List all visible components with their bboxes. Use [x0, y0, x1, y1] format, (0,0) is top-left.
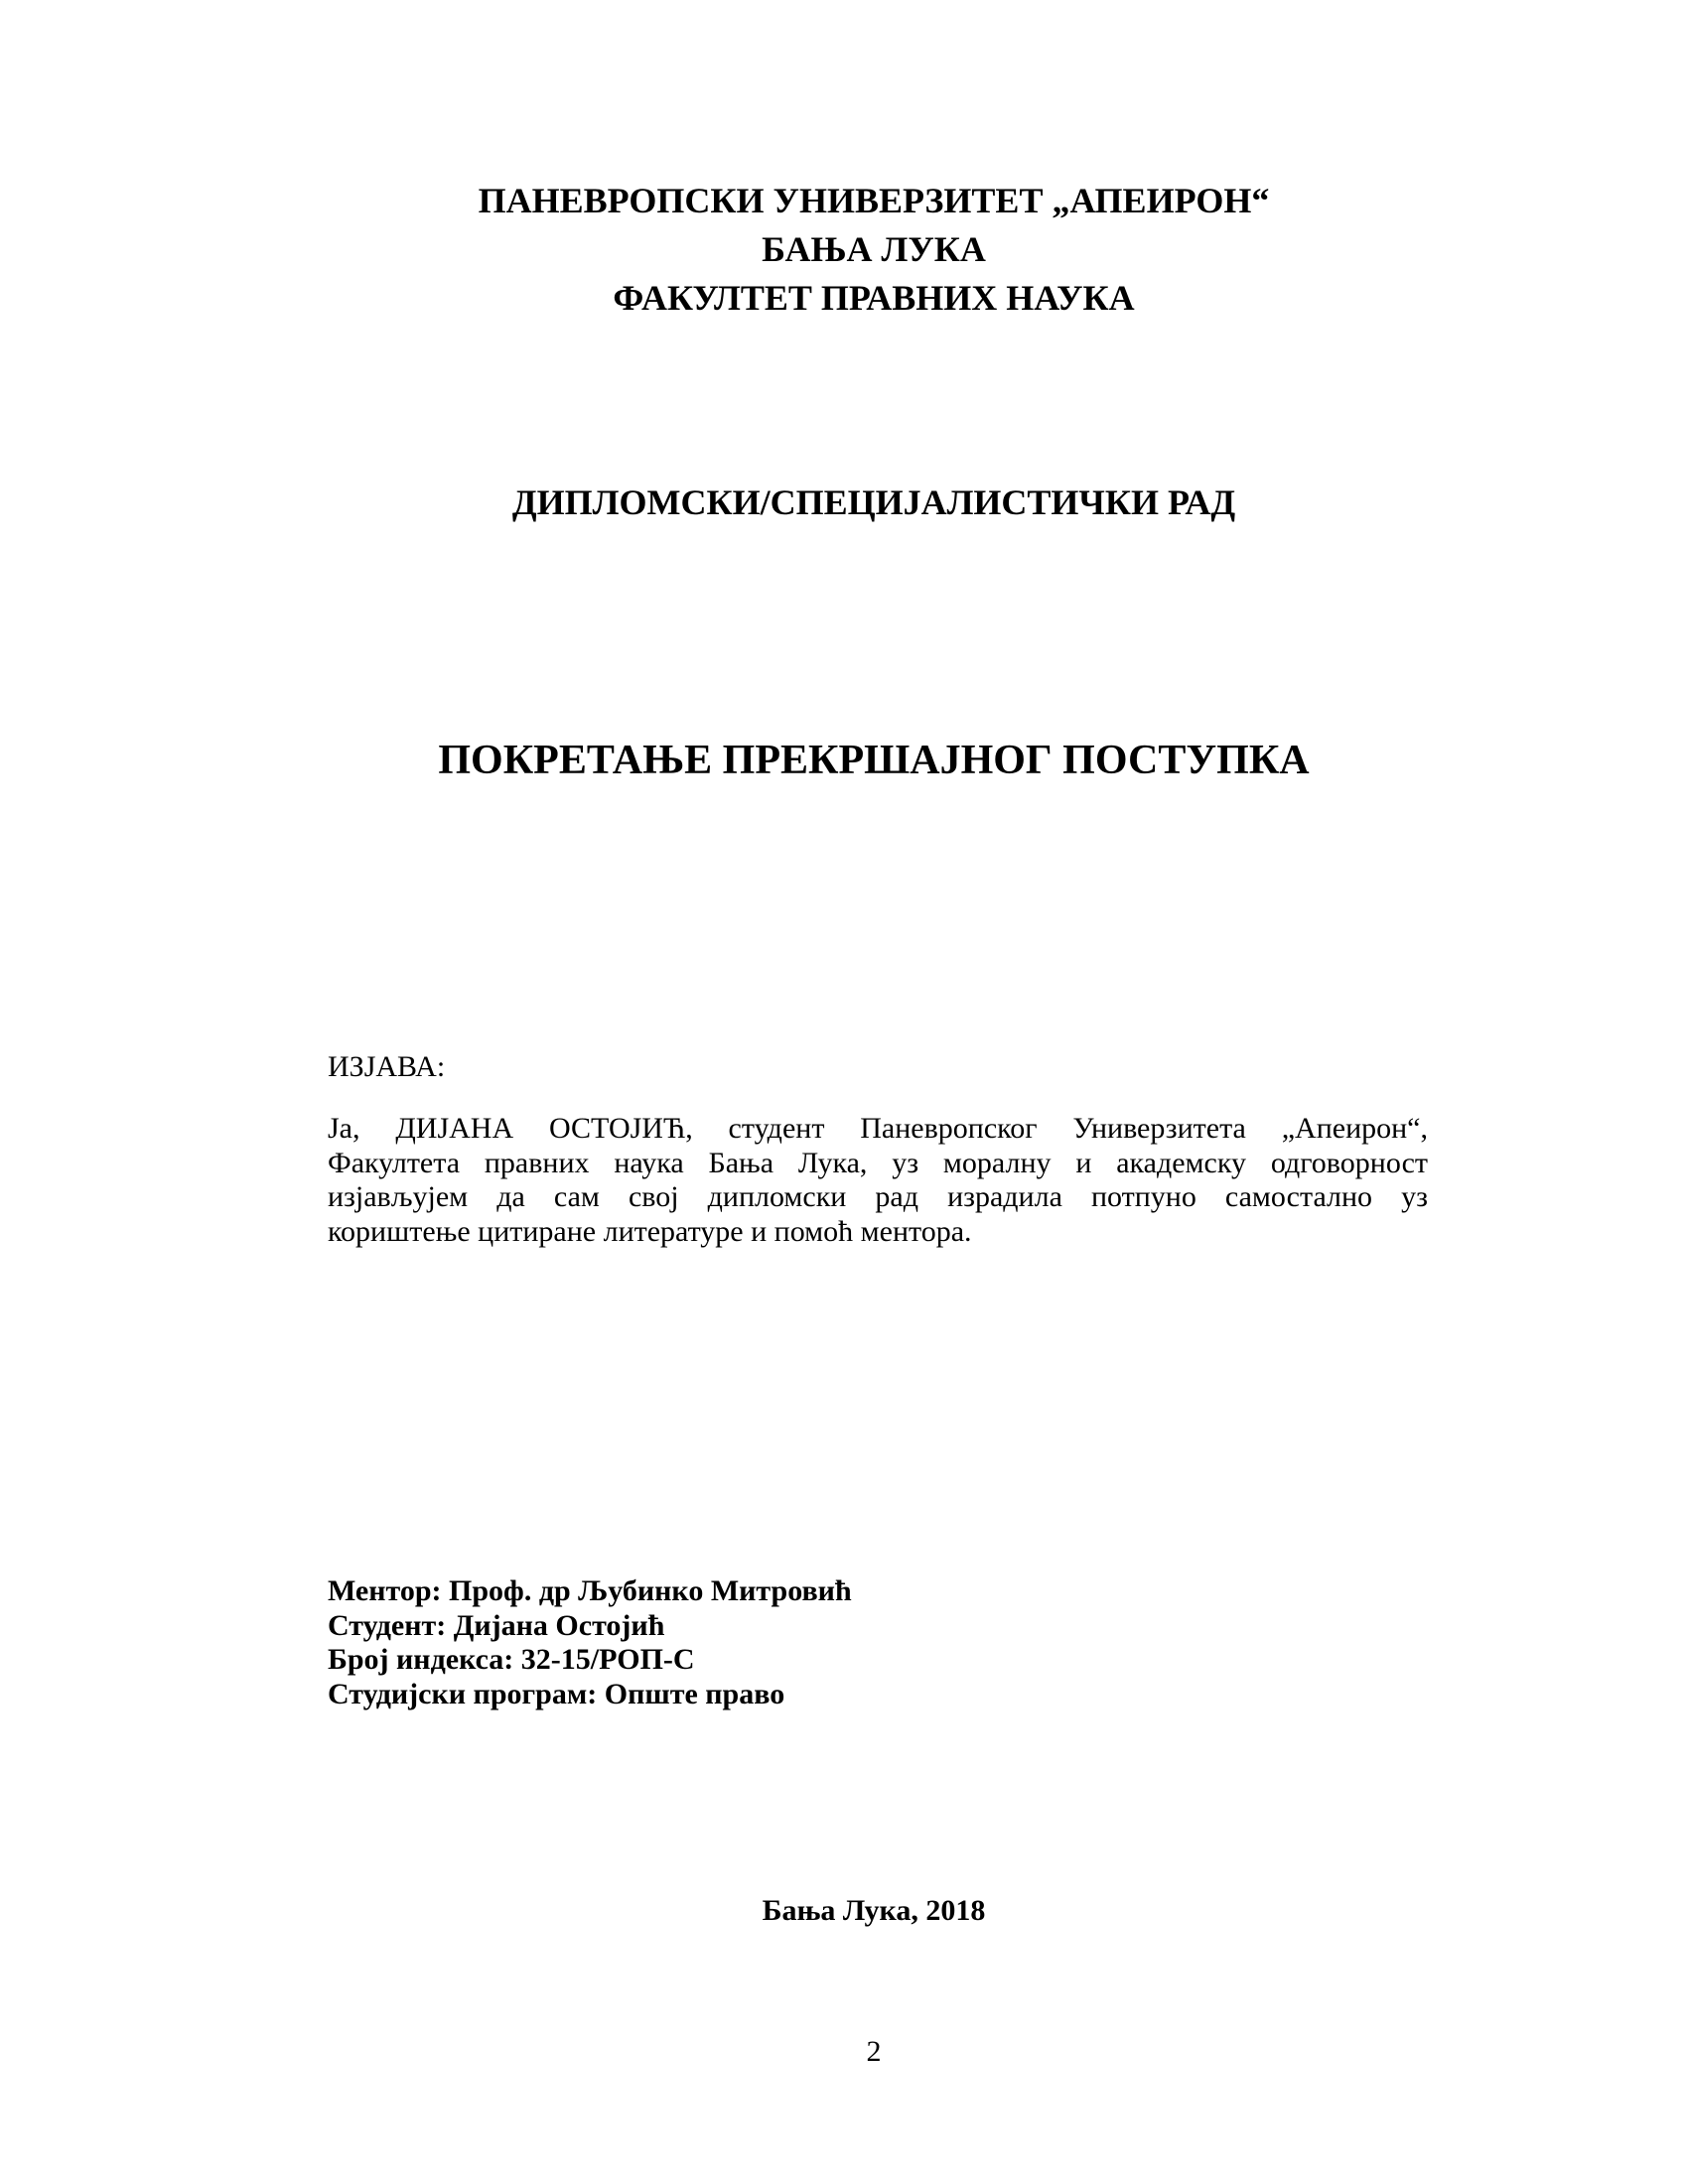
declaration-line: Ја, ДИЈАНА ОСТОЈИЋ, студент Паневропског Универзитета „Апеирон“,	[328, 1112, 1428, 1145]
declaration-paragraph	[328, 1112, 1428, 1249]
faculty-name: ФАКУЛТЕТ ПРАВНИХ НАУКА	[613, 278, 1135, 318]
declaration-heading: ИЗЈАВА:	[328, 1050, 446, 1083]
thesis-title: ПОКРЕТАЊЕ ПРЕКРШАЈНОГ ПОСТУПКА	[438, 738, 1310, 783]
index-number-line: Број индекса: 32-15/РОП-С	[328, 1643, 695, 1676]
thesis-type: ДИПЛОМСКИ/СПЕЦИЈАЛИСТИЧКИ РАД	[511, 482, 1236, 522]
thesis-info-block	[328, 1574, 852, 1711]
university-header	[0, 177, 1688, 323]
study-program-line: Студијски програм: Опште право	[328, 1677, 785, 1710]
university-city: БАЊА ЛУКА	[762, 229, 986, 269]
mentor-line: Ментор: Проф. др Љубинко Митровић	[328, 1574, 852, 1607]
declaration-line: Факултета правних наука Бања Лука, уз моралну и академску одговорност	[328, 1146, 1428, 1179]
place-and-date: Бања Лука, 2018	[762, 1894, 986, 1927]
student-line: Студент: Дијана Остојић	[328, 1608, 665, 1642]
university-name: ПАНЕВРОПСКИ УНИВЕРЗИТЕТ „АПЕИРОН“	[478, 181, 1270, 220]
page-number: 2	[866, 2035, 882, 2068]
declaration-line: кориштење цитиране литературе и помоћ ментора.	[328, 1214, 972, 1248]
declaration-line: изјављујем да сам свој дипломски рад израдила потпуно самостално уз	[328, 1180, 1428, 1213]
